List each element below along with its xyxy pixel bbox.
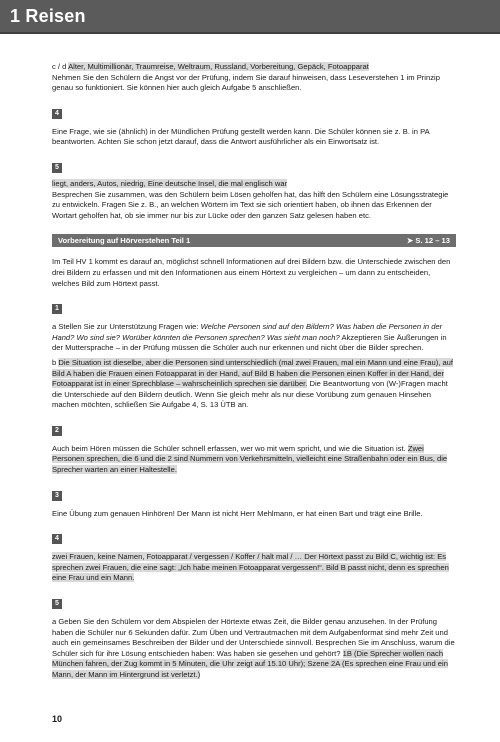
hv-2-highlight: Zwei Personen sprechen, die 6 und die 2 sind Nummern von Verkehrsmitteln, vielleicht eine Straßenbahn oder ein Bus, die Sprecher warten an einer Haltestelle.	[52, 443, 448, 475]
exercise-4-header	[52, 102, 456, 120]
hv-5-highlight: 1B (Die Sprecher wollen nach München fahren, der Zug kommt in 5 Minuten, die Uhr zeigt auf 15.10 Uhr); Szene 2A (Es sprechen eine Frau und ein Mann, der Mann im Hintergrund ist verletzt.)	[52, 648, 448, 679]
section-page-ref: ➤ S. 12 – 13	[406, 236, 450, 246]
exercise-4-text: Eine Frage, wie sie (ähnlich) in der Mündlichen Prüfung gestellt werden kann. Die Schüler können sie z. B. in PA beantworten. Achten Sie schon jetzt darauf, dass die Antwort ausführlicher als ein Einwortsatz ist.	[52, 126, 430, 147]
cd-words	[52, 62, 456, 73]
cd-word-list: Alter, Multimillionär, Traumreise, Weltraum, Russland, Vorbereitung, Gepäck, Fotoapparat	[68, 62, 369, 71]
hv-1-a-end: Akzeptieren Sie Äußerungen in der Muttersprache – in der Prüfung müssen die Schüler auch nur erkennen und nicht über die Bilder sprechen.	[52, 332, 447, 353]
chapter-header	[0, 0, 500, 34]
hv-1-b-text	[52, 358, 456, 411]
hv-4-header	[52, 527, 456, 545]
page-content	[52, 62, 456, 681]
exercise-5-words	[52, 179, 456, 190]
exercise-number-badge: 4	[52, 534, 62, 544]
exercise-number-badge: 3	[52, 491, 62, 501]
hv-3-header	[52, 484, 456, 502]
cd-label: c / d	[52, 62, 67, 71]
hv-2-text	[52, 444, 456, 476]
hv-1-b-highlight: Die Situation ist dieselbe, aber die Personen sind unterschiedlich (mal zwei Frauen, mal ein Mann und eine Frau), auf Bild A haben die Frauen einen Fotoapparat in der Hand, auf Bild B haben die Personen einen Koffer in der Hand, der Fotoapparat ist in einer Sprechblase – wahrscheinlich sprechen sie darüber.	[52, 357, 454, 389]
cd-text: Nehmen Sie den Schülern die Angst vor der Prüfung, indem Sie darauf hinweisen, dass Leseverstehen 1 im Prinzip genau so funktioniert. Sie können hier auch gleich Aufgabe 5 anschließen.	[52, 72, 440, 93]
exercise-number-badge: 2	[52, 426, 62, 436]
hv-1-b-rest: Die Beantwortung von (W-)Fragen macht die Unterschiede auf den Bildern deutlich. Wenn Sie gleich mehr als nur diese Vorübung zum genauen Hinsehen machen möchten, schließen Sie Aufgabe 4, S. 13 ÜTB an.	[52, 379, 448, 410]
hv-3-text: Eine Übung zum genauen Hinhören! Der Mann ist nicht Herr Mehlmann, er hat einen Bart und trägt eine Brille.	[52, 508, 423, 518]
exercise-number-badge: 4	[52, 109, 62, 119]
hv-2-header	[52, 419, 456, 437]
hv-1-a-text	[52, 322, 456, 354]
hv-5-text	[52, 617, 456, 681]
page-number: 10	[52, 714, 63, 724]
hv-2-plain: Auch beim Hören müssen die Schüler schnell erfassen, wer wo mit wem spricht, und wie die Situation ist.	[52, 443, 408, 453]
hv-5-header	[52, 592, 456, 610]
exercise-5-word-list: liegt, anders, Autos, niedrig, Eine deutsche Insel, die mal englisch war	[52, 178, 288, 188]
hv-1-header	[52, 297, 456, 315]
chapter-title: 1 Reisen	[10, 6, 86, 26]
exercise-number-badge: 5	[52, 163, 62, 173]
hv-5-plain: a Geben Sie den Schülern vor dem Abspielen der Hörtexte etwas Zeit, die Bilder genau anzusehen. In der Prüfung haben die Schüler nur 6 Sekunden dafür. Zum Üben und Vertrautmachen mit dem Aufgabenformat sind mehr Zeit und auch ein gemeinsames Beschreiben der Bilder und der Unterschiede sinnvoll. Besprechen Sie im Anschluss, warum die Schüler sich für ihre Lösung entschieden haben: Was haben sie gesehen und gehört?	[52, 617, 455, 658]
hv-1-a-start: a Stellen Sie zur Unterstützung Fragen wie:	[52, 322, 201, 332]
hv-1-a-questions: Welche Personen sind auf den Bildern? Was haben die Personen in der Hand? Wo sind sie? Worüber könnten die Personen sprechen? Was sieht man noch?	[52, 322, 443, 342]
hv-4-highlight: zwei Frauen, keine Namen, Fotoapparat / vergessen / Koffer / halt mal / … Der Hörtext passt zu Bild C, wichtig ist: Es sprechen zwei Frauen, die eine sagt: „Ich habe meinen Fotoapparat vergessen!“. Bild B passt nicht, denn es sprechen eine Frau und ein Mann.	[52, 552, 449, 583]
hv-4-text	[52, 552, 456, 584]
hv-1-b-label: b	[52, 357, 59, 367]
exercise-5-text: Besprechen Sie zusammen, was den Schülern beim Lösen geholfen hat, das hilft den Schülern eine Lösungsstrategie zu entwickeln. Fragen Sie z. B., an welchen Wörtern im Text sie sich orientiert haben, ob ihnen das Erkennen der Wortart geholfen hat, ob sie immer nur bis zur Lücke oder den ganzen Satz gelesen haben etc.	[52, 189, 449, 220]
exercise-5-header	[52, 156, 456, 174]
exercise-number-badge: 1	[52, 304, 62, 314]
section-title: Vorbereitung auf Hörverstehen Teil 1	[58, 236, 191, 246]
section-intro: Im Teil HV 1 kommt es darauf an, möglichst schnell Informationen auf drei Bildern bzw. die Unterschiede zwischen den drei Bildern zu erfassen und mit den Informationen aus einem Hörtext zu vergleichen – um dann zu entscheiden, welches Bild zum Hörtext passt.	[52, 257, 451, 288]
section-heading-bar	[52, 234, 456, 247]
exercise-number-badge: 5	[52, 599, 62, 609]
